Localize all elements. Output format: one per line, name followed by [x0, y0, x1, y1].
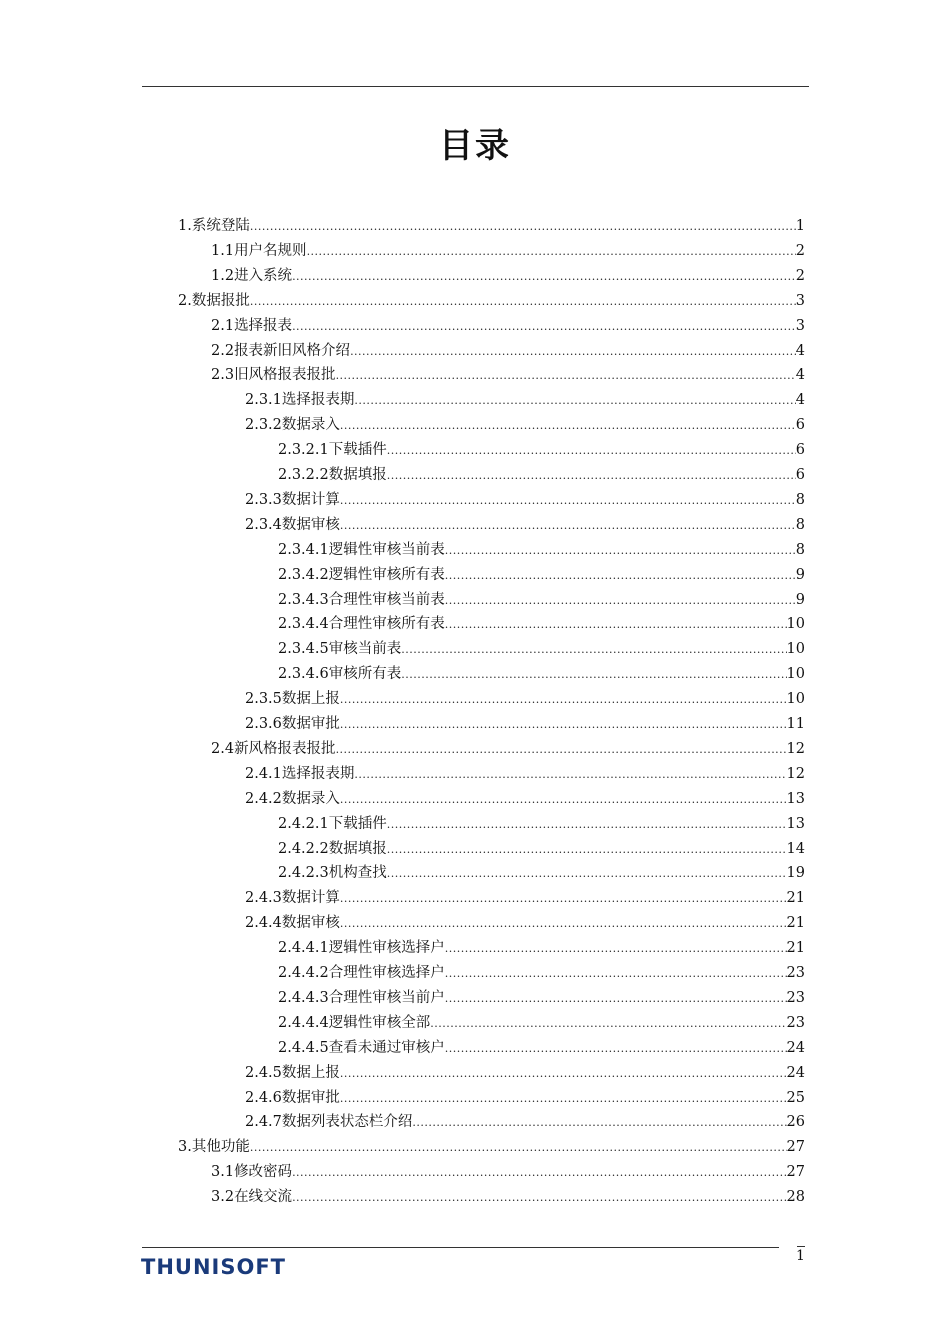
toc-entry-number: 2.4.3	[245, 890, 282, 907]
toc-entry[interactable]	[211, 1186, 805, 1208]
toc-entry-page: 10	[786, 616, 805, 633]
toc-entry-title: 数据审批	[281, 1089, 340, 1106]
toc-entry-title: 逻辑性审核选择户	[328, 940, 445, 957]
toc-entry-page: 25	[786, 1089, 805, 1106]
toc-entry[interactable]	[278, 838, 805, 860]
toc-entry-page: 12	[786, 765, 805, 782]
toc-entry-number: 2.	[178, 292, 192, 309]
toc-dot-leader	[250, 216, 796, 238]
toc-dot-leader	[387, 863, 787, 885]
toc-entry[interactable]	[278, 638, 805, 660]
toc-entry-page: 23	[786, 1014, 805, 1031]
toc-entry-title: 进入系统	[234, 267, 293, 284]
toc-dot-leader	[387, 465, 796, 487]
toc-entry-number: 2.4.2.3	[278, 865, 329, 882]
toc-entry-page: 13	[786, 790, 805, 807]
toc-entry-page: 23	[786, 989, 805, 1006]
toc-entry-title: 合理性审核当前表	[328, 591, 445, 608]
toc-dot-leader	[387, 814, 787, 836]
toc-entry[interactable]	[178, 1136, 805, 1158]
toc-dot-leader	[430, 1013, 786, 1035]
toc-entry-page: 11	[786, 716, 805, 732]
toc-entry[interactable]	[245, 887, 805, 909]
toc-entry-page: 2	[795, 242, 805, 259]
toc-entry[interactable]	[278, 813, 805, 835]
toc-entry-title: 其他功能	[191, 1139, 250, 1156]
toc-entry-page: 9	[795, 591, 805, 608]
toc-entry-page: 1	[795, 218, 805, 234]
toc-entry[interactable]	[245, 713, 805, 735]
toc-entry-title: 数据计算	[281, 491, 340, 508]
toc-entry[interactable]	[278, 564, 805, 586]
toc-entry-number: 2.3.4.4	[278, 616, 329, 633]
toc-entry-page: 9	[795, 566, 805, 583]
toc-entry-number: 2.3.4.1	[278, 541, 329, 558]
toc-entry-title: 数据报批	[191, 292, 250, 309]
toc-entry-number: 2.3.4.3	[278, 591, 329, 608]
toc-entry-number: 3.2	[211, 1189, 235, 1206]
toc-entry[interactable]	[211, 1161, 805, 1183]
toc-entry-page: 10	[786, 666, 805, 683]
toc-entry[interactable]	[278, 464, 805, 486]
toc-entry[interactable]	[245, 1087, 805, 1109]
toc-dot-leader	[350, 341, 796, 363]
toc-entry-page: 21	[786, 890, 805, 907]
toc-dot-leader	[387, 440, 796, 462]
toc-entry[interactable]	[278, 539, 805, 561]
toc-entry[interactable]	[245, 489, 805, 511]
toc-entry-number: 1.2	[211, 267, 235, 284]
toc-entry[interactable]	[278, 862, 805, 884]
toc-dot-leader	[445, 590, 796, 612]
toc-entry[interactable]	[278, 663, 805, 685]
toc-entry-title: 选择报表	[234, 317, 293, 334]
toc-entry-title: 系统登陆	[191, 218, 250, 234]
toc-entry-title: 在线交流	[234, 1189, 293, 1206]
toc-dot-leader	[340, 515, 796, 537]
toc-entry-number: 2.3.4.2	[278, 566, 329, 583]
toc-entry-page: 13	[786, 815, 805, 832]
toc-entry-title: 报表新旧风格介绍	[234, 342, 351, 359]
toc-entry-number: 1.	[178, 218, 192, 234]
toc-dot-leader	[340, 1088, 787, 1110]
toc-entry-number: 2.4.2.1	[278, 815, 329, 832]
toc-entry-page: 26	[786, 1114, 805, 1131]
toc-entry-page: 23	[786, 965, 805, 981]
toc-entry-number: 2.4	[211, 740, 235, 757]
page-number: 1	[796, 1248, 805, 1264]
toc-entry-page: 2	[795, 267, 805, 284]
toc-entry-number: 2.1	[211, 317, 235, 334]
toc-entry-title: 数据审核	[281, 516, 340, 533]
toc-entry-page: 8	[795, 541, 805, 558]
toc-entry-title: 数据计算	[281, 890, 340, 907]
toc-dot-leader	[292, 1162, 786, 1184]
toc-entry-page: 28	[786, 1189, 805, 1206]
toc-entry-number: 2.3.6	[245, 716, 282, 732]
toc-entry[interactable]	[245, 414, 805, 436]
toc-entry[interactable]	[211, 340, 805, 362]
toc-entry-number: 2.3.2.1	[278, 442, 329, 459]
toc-dot-leader	[336, 739, 787, 761]
toc-dot-leader	[336, 365, 796, 387]
toc-entry-page: 27	[786, 1139, 805, 1156]
toc-entry-page: 4	[795, 342, 805, 359]
toc-entry-page: 27	[786, 1164, 805, 1181]
toc-entry-title: 数据上报	[281, 691, 340, 708]
toc-dot-leader	[340, 1063, 787, 1085]
toc-entry-title: 下载插件	[328, 442, 387, 459]
toc-entry-title: 数据审核	[281, 915, 340, 932]
toc-entry-title: 审核所有表	[328, 666, 402, 683]
toc-entry[interactable]	[245, 514, 805, 536]
toc-entry-title: 逻辑性审核所有表	[328, 566, 445, 583]
toc-dot-leader	[445, 540, 796, 562]
toc-entry-number: 2.2	[211, 342, 235, 359]
toc-entry-page: 10	[786, 691, 805, 708]
toc-entry-number: 2.3.4	[245, 516, 282, 533]
toc-entry-title: 合理性审核所有表	[328, 616, 445, 633]
toc-entry-title: 数据录入	[281, 417, 340, 434]
toc-entry-number: 2.3.3	[245, 491, 282, 508]
toc-dot-leader	[445, 565, 796, 587]
toc-entry-title: 旧风格报表报批	[234, 367, 336, 384]
toc-entry[interactable]	[245, 389, 805, 411]
toc-dot-leader	[292, 266, 796, 288]
toc-entry-number: 2.4.4.3	[278, 989, 329, 1006]
toc-entry-page: 8	[795, 491, 805, 508]
toc-entry-number: 2.4.4	[245, 915, 282, 932]
toc-entry-number: 2.3.2	[245, 417, 282, 434]
toc-entry-title: 下载插件	[328, 815, 387, 832]
toc-entry-title: 用户名规则	[234, 242, 307, 259]
toc-entry-page: 12	[786, 740, 805, 757]
toc-dot-leader	[340, 490, 796, 512]
toc-dot-leader	[445, 614, 787, 636]
toc-entry-page: 21	[786, 915, 805, 932]
toc-entry-page: 6	[795, 417, 805, 434]
toc-entry[interactable]	[278, 613, 805, 635]
toc-dot-leader	[250, 291, 796, 313]
toc-dot-leader	[340, 913, 787, 935]
toc-dot-leader	[401, 639, 786, 661]
toc-entry-title: 新风格报表报批	[234, 740, 336, 757]
toc-dot-leader	[340, 415, 796, 437]
toc-entry-number: 2.3.5	[245, 691, 282, 708]
toc-entry-number: 2.4.4.2	[278, 965, 329, 981]
toc-entry-number: 2.4.4.1	[278, 940, 329, 957]
toc-entry-title: 查看未通过审核户	[328, 1039, 445, 1056]
toc-entry[interactable]	[178, 215, 805, 237]
toc-entry-title: 数据审批	[281, 716, 340, 732]
toc-entry[interactable]	[245, 688, 805, 710]
footer-rule	[142, 1247, 779, 1248]
page-number-bar	[797, 1246, 805, 1247]
toc-entry-number: 2.4.6	[245, 1089, 282, 1106]
toc-entry[interactable]	[211, 265, 805, 287]
toc-entry-number: 2.3.4.5	[278, 641, 329, 658]
toc-entry-page: 3	[795, 317, 805, 334]
header-rule	[142, 86, 809, 87]
toc-entry[interactable]	[211, 315, 805, 337]
toc-entry-page: 24	[786, 1039, 805, 1056]
toc-entry-title: 逻辑性审核当前表	[328, 541, 445, 558]
toc-entry[interactable]	[245, 788, 805, 810]
toc-entry-number: 2.3.4.6	[278, 666, 329, 683]
toc-dot-leader	[250, 1137, 787, 1159]
toc-entry-title: 逻辑性审核全部	[328, 1014, 431, 1031]
toc-dot-leader	[292, 1187, 786, 1209]
toc-entry[interactable]	[178, 290, 805, 312]
toc-entry[interactable]	[245, 763, 805, 785]
toc-entry[interactable]	[278, 987, 805, 1009]
page-title: 目录	[439, 126, 511, 166]
toc-entry-number: 2.4.2.2	[278, 840, 329, 857]
toc-entry-number: 2.3	[211, 367, 235, 384]
toc-entry-number: 2.4.1	[245, 765, 282, 782]
toc-entry-page: 10	[786, 641, 805, 658]
toc-dot-leader	[354, 390, 795, 412]
thunisoft-logo: THUNISOFT	[141, 1255, 286, 1279]
toc-entry[interactable]	[211, 364, 805, 386]
toc-entry-title: 数据上报	[281, 1064, 340, 1081]
toc-entry-title: 合理性审核当前户	[328, 989, 445, 1006]
toc-entry-number: 3.	[178, 1139, 192, 1156]
toc-dot-leader	[354, 764, 786, 786]
toc-dot-leader	[340, 714, 787, 736]
toc-entry-title: 数据填报	[328, 467, 387, 483]
toc-entry-title: 选择报表期	[281, 765, 355, 782]
toc-dot-leader	[445, 1038, 787, 1060]
toc-entry[interactable]	[245, 912, 805, 934]
toc-entry[interactable]	[278, 1037, 805, 1059]
toc-entry[interactable]	[278, 439, 805, 461]
toc-entry[interactable]	[245, 1062, 805, 1084]
toc-entry-number: 2.3.1	[245, 392, 282, 409]
toc-dot-leader	[445, 963, 787, 985]
toc-dot-leader	[340, 689, 787, 711]
toc-dot-leader	[401, 664, 786, 686]
toc-entry[interactable]	[278, 1012, 805, 1034]
toc-dot-leader	[340, 888, 787, 910]
toc-entry-page: 8	[795, 516, 805, 533]
toc-dot-leader	[445, 988, 787, 1010]
toc-entry[interactable]	[278, 589, 805, 611]
toc-entry-number: 2.4.4.5	[278, 1039, 329, 1056]
toc-entry-page: 4	[795, 367, 805, 384]
toc-dot-leader	[307, 241, 796, 263]
toc-entry[interactable]	[245, 1111, 805, 1133]
toc-dot-leader	[445, 938, 787, 960]
toc-entry-title: 合理性审核选择户	[328, 965, 445, 981]
toc-entry-title: 数据录入	[281, 790, 340, 807]
toc-dot-leader	[292, 316, 796, 338]
toc-entry-page: 24	[786, 1064, 805, 1081]
toc-entry-page: 6	[795, 467, 805, 483]
toc-entry[interactable]	[278, 962, 805, 984]
toc-entry-page: 21	[786, 940, 805, 957]
toc-dot-leader	[412, 1112, 786, 1134]
toc-dot-leader	[340, 789, 787, 811]
toc-entry[interactable]	[278, 937, 805, 959]
toc-entry-number: 2.4.7	[245, 1114, 282, 1131]
toc-entry[interactable]	[211, 738, 805, 760]
toc-entry-title: 数据填报	[328, 840, 387, 857]
toc-entry-title: 修改密码	[234, 1164, 293, 1181]
toc-entry-title: 机构查找	[328, 865, 387, 882]
toc-entry-page: 4	[795, 392, 805, 409]
toc-entry-page: 19	[786, 865, 805, 882]
toc-entry-number: 2.3.2.2	[278, 467, 329, 483]
toc-entry-title: 数据列表状态栏介绍	[281, 1114, 413, 1131]
toc-entry-number: 3.1	[211, 1164, 235, 1181]
toc-entry-page: 14	[786, 840, 805, 857]
toc-entry-number: 2.4.5	[245, 1064, 282, 1081]
toc-dot-leader	[387, 839, 787, 861]
toc-entry-title: 审核当前表	[328, 641, 402, 658]
toc-entry-page: 3	[795, 292, 805, 309]
toc-entry[interactable]	[211, 240, 805, 262]
toc-entry-title: 选择报表期	[281, 392, 355, 409]
toc-entry-number: 1.1	[211, 242, 235, 259]
toc-entry-number: 2.4.2	[245, 790, 282, 807]
toc-entry-number: 2.4.4.4	[278, 1014, 329, 1031]
toc-entry-page: 6	[795, 442, 805, 459]
